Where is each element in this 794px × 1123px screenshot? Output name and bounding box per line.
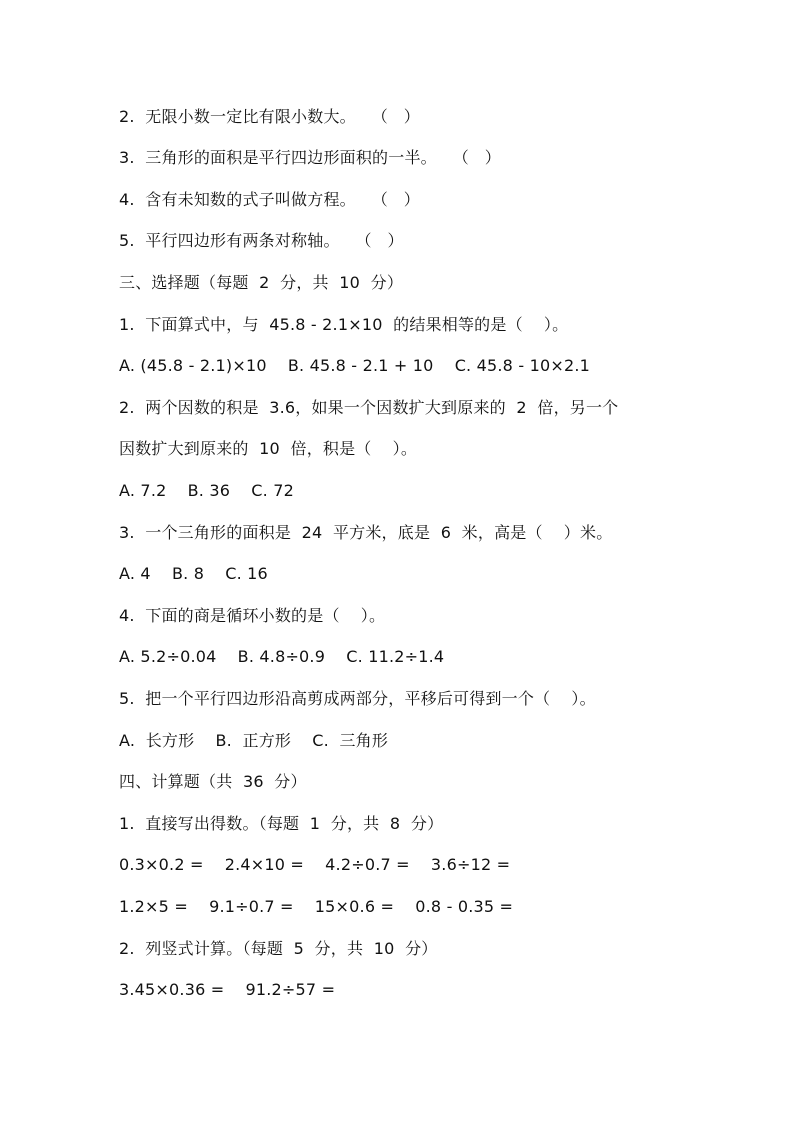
judge-question-3: 3. 三角形的面积是平行四边形面积的一半。 （ ） [119,148,501,167]
judge-question-2: 2. 无限小数一定比有限小数大。 （ ） [119,107,420,126]
calc-part-1-row-1: 0.3×0.2 = 2.4×10 = 4.2÷0.7 = 3.6÷12 = [119,855,511,874]
choice-question-3-options: A. 4 B. 8 C. 16 [119,564,268,583]
calc-part-1-title: 1. 直接写出得数。（每题 1 分，共 8 分） [119,814,444,833]
choice-question-2-options: A. 7.2 B. 36 C. 72 [119,481,294,500]
choice-question-4: 4. 下面的商是循环小数的是（ ）。 [119,606,386,625]
judge-question-5: 5. 平行四边形有两条对称轴。 （ ） [119,231,404,250]
judge-question-4: 4. 含有未知数的式子叫做方程。 （ ） [119,190,420,209]
choice-question-1-options: A. (45.8 - 2.1)×10 B. 45.8 - 2.1 + 10 C. 45.8 - 10×2.1 [119,356,591,375]
calc-part-1-row-2: 1.2×5 = 9.1÷0.7 = 15×0.6 = 0.8 - 0.35 = [119,897,514,916]
section-heading-choice: 三、选择题（每题 2 分，共 10 分） [119,273,404,292]
section-heading-calculation: 四、计算题（共 36 分） [119,772,307,791]
choice-question-2-line-2: 因数扩大到原来的 10 倍，积是（ ）。 [119,439,418,458]
choice-question-5: 5. 把一个平行四边形沿高剪成两部分，平移后可得到一个（ ）。 [119,689,596,708]
choice-question-2-line-1: 2. 两个因数的积是 3.6，如果一个因数扩大到原来的 2 倍，另一个 [119,398,619,417]
calc-part-2-row-1: 3.45×0.36 = 91.2÷57 = [119,980,336,999]
calc-part-2-title: 2. 列竖式计算。（每题 5 分，共 10 分） [119,939,438,958]
choice-question-5-options: A. 长方形 B. 正方形 C. 三角形 [119,731,389,750]
choice-question-3: 3. 一个三角形的面积是 24 平方米，底是 6 米，高是（ ）米。 [119,523,613,542]
choice-question-4-options: A. 5.2÷0.04 B. 4.8÷0.9 C. 11.2÷1.4 [119,647,445,666]
choice-question-1: 1. 下面算式中，与 45.8 - 2.1×10 的结果相等的是（ ）。 [119,315,569,334]
